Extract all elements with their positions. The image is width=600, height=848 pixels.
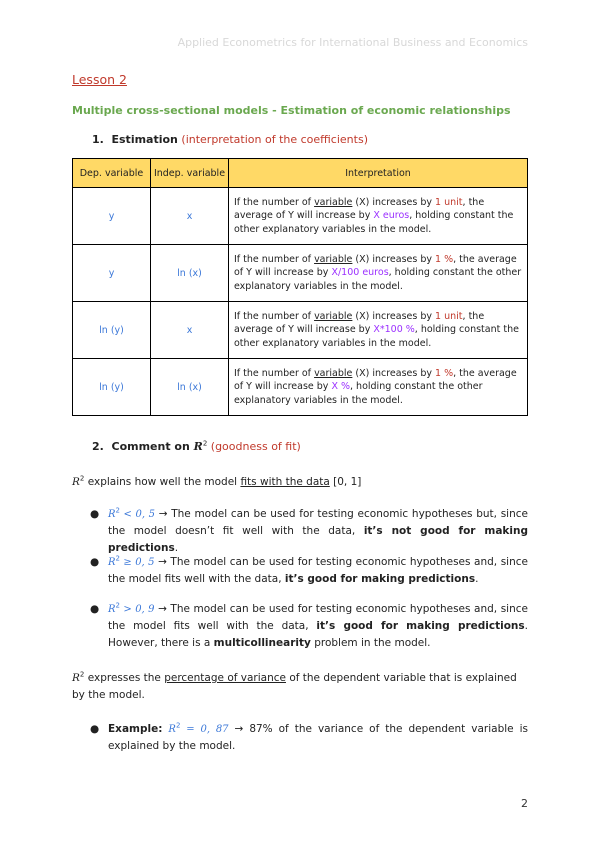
interp-text: (X) increases by: [352, 196, 436, 208]
interp-text: , holding constant the other explanatory variables in the model.: [234, 210, 514, 235]
list-item: [90, 554, 528, 588]
bullet-emphasis: it’s good for making predictions: [284, 573, 476, 585]
interp-text: , the average of Y will increase by: [234, 367, 517, 393]
math-condition: > 0, 9: [120, 604, 155, 615]
math-r: R: [108, 604, 116, 615]
r2-variance-definition: [72, 670, 528, 704]
interp-variable: variable: [314, 310, 353, 322]
bullet-body: → The model can be used for testing economic hypotheses and, since the model fits well with the data,: [108, 556, 528, 585]
example-body: → 87% of the variance of the dependent variable is explained by the model.: [108, 723, 528, 752]
example-text: [90, 721, 528, 755]
r-squared-exponent: 2: [202, 439, 208, 448]
indep-cell: ln (x): [151, 245, 229, 302]
interp-increase: 1 unit: [435, 196, 463, 208]
r2-definition-underline: fits with the data: [240, 476, 330, 488]
interp-text: , holding constant the other explanatory variables in the model.: [234, 381, 483, 406]
r-squared-exponent: 2: [79, 474, 85, 483]
indep-cell: x: [151, 302, 229, 359]
bullet-end: .: [475, 573, 479, 585]
interp-increase: 1 %: [435, 367, 454, 379]
interp-increase: 1 unit: [435, 310, 463, 322]
math-condition: < 0, 5: [120, 509, 155, 520]
table-row: [73, 188, 528, 245]
lesson-title: Lesson 2: [72, 72, 127, 87]
interp-text: , holding constant the other explanatory variables in the model.: [234, 267, 522, 292]
r2-variance-text: expresses the: [84, 672, 165, 684]
math-condition: ≥ 0, 5: [120, 557, 155, 568]
interp-effect: X %: [331, 381, 351, 393]
r2-variance-underline: percentage of variance: [164, 672, 286, 684]
page-number: 2: [521, 797, 528, 810]
r2-definition-range: [0, 1]: [329, 476, 362, 488]
table-row: [73, 302, 528, 359]
table-row: [73, 245, 528, 302]
col-header-dep: Dep. variable: [73, 159, 151, 188]
section-1-heading: [92, 133, 368, 146]
math-exp: 2: [115, 506, 120, 515]
math-r: R: [108, 557, 116, 568]
section-2-title: Comment on: [111, 440, 194, 453]
bullet-body: → The model can be used for testing economic hypotheses but, since the model doesn’t fit well with the data,: [108, 508, 528, 537]
dep-cell: y: [73, 245, 151, 302]
section-2-number: 2.: [92, 440, 104, 453]
interpretation-cell: [229, 245, 528, 302]
dep-cell: y: [73, 188, 151, 245]
bullet-end: . However, there is a: [108, 620, 528, 649]
interp-effect: X euros: [373, 210, 410, 222]
interp-text: If the number of: [234, 367, 315, 379]
r-squared-symbol: R: [72, 476, 80, 488]
r-squared-symbol: R: [72, 672, 80, 684]
indep-cell: x: [151, 188, 229, 245]
interp-text: , holding constant the other explanatory variables in the model.: [234, 324, 519, 349]
math-condition: = 0, 87: [180, 724, 229, 735]
col-header-interpretation: Interpretation: [229, 159, 528, 188]
col-header-indep: Indep. variable: [151, 159, 229, 188]
bullet-end-2: problem in the model.: [310, 637, 431, 649]
interp-text: If the number of: [234, 196, 315, 208]
interp-text: (X) increases by: [352, 310, 436, 322]
math-exp: 2: [115, 601, 120, 610]
r2-definition-text: explains how well the model: [84, 476, 241, 488]
r-squared-exponent: 2: [79, 670, 85, 679]
table-row: [73, 359, 528, 416]
bullet-text: [90, 601, 528, 652]
section-2-note: (goodness of fit): [210, 440, 301, 453]
r2-variance-text-end: of the dependent variable that is explained by the model.: [72, 672, 517, 701]
interpretation-cell: [229, 359, 528, 416]
example-item: [90, 721, 528, 755]
list-item: [90, 506, 528, 557]
interp-variable: variable: [314, 367, 353, 379]
interp-text: If the number of: [234, 310, 315, 322]
interp-text: , the average of Y will increase by: [234, 253, 517, 279]
bullet-body: → The model can be used for testing economic hypotheses and, since the model fits well with the data,: [108, 603, 528, 632]
math-r: R: [108, 509, 116, 520]
section-1-title: Estimation: [111, 133, 178, 146]
r-squared-symbol: R: [193, 440, 203, 453]
interpretation-cell: [229, 302, 528, 359]
example-label: Example:: [108, 723, 163, 735]
interpretation-cell: [229, 188, 528, 245]
section-1-number: 1.: [92, 133, 104, 146]
interp-variable: variable: [314, 196, 353, 208]
bullet-end: .: [174, 542, 179, 554]
bullet-dot-icon: ●: [90, 723, 100, 735]
bullet-text: [90, 554, 528, 588]
section-2-heading: [92, 440, 301, 453]
interp-text: (X) increases by: [352, 253, 436, 265]
math-r: R: [168, 724, 176, 735]
interp-effect: X/100 euros: [331, 267, 389, 279]
table-header-row: [73, 159, 528, 188]
interp-effect: X*100 %: [373, 324, 415, 336]
bullet-emphasis-2: multicollinearity: [213, 637, 311, 649]
interpretation-table: [72, 158, 528, 416]
bullet-dot-icon: ●: [90, 603, 100, 615]
interp-text: , the average of Y will increase by: [234, 310, 485, 336]
interp-variable: variable: [314, 253, 353, 265]
math-exp: 2: [175, 721, 181, 730]
bullet-dot-icon: ●: [90, 508, 100, 520]
interp-text: , the average of Y will increase by: [234, 196, 485, 222]
section-subtitle: Multiple cross-sectional models - Estimation of economic relationships: [72, 104, 511, 117]
dep-cell: ln (y): [73, 302, 151, 359]
interp-text: (X) increases by: [352, 367, 436, 379]
dep-cell: ln (y): [73, 359, 151, 416]
list-item: [90, 601, 528, 652]
running-header: Applied Econometrics for International Business and Economics: [177, 36, 528, 49]
section-1-note: (interpretation of the coefficients): [181, 133, 368, 146]
indep-cell: ln (x): [151, 359, 229, 416]
bullet-emphasis: it’s not good for making predictions: [108, 525, 528, 554]
interp-increase: 1 %: [435, 253, 454, 265]
math-exp: 2: [115, 554, 120, 563]
bullet-emphasis: it’s good for making predictions: [316, 620, 525, 632]
bullet-dot-icon: ●: [90, 556, 100, 568]
r2-definition: [72, 474, 528, 491]
interp-text: If the number of: [234, 253, 315, 265]
bullet-text: [90, 506, 528, 557]
